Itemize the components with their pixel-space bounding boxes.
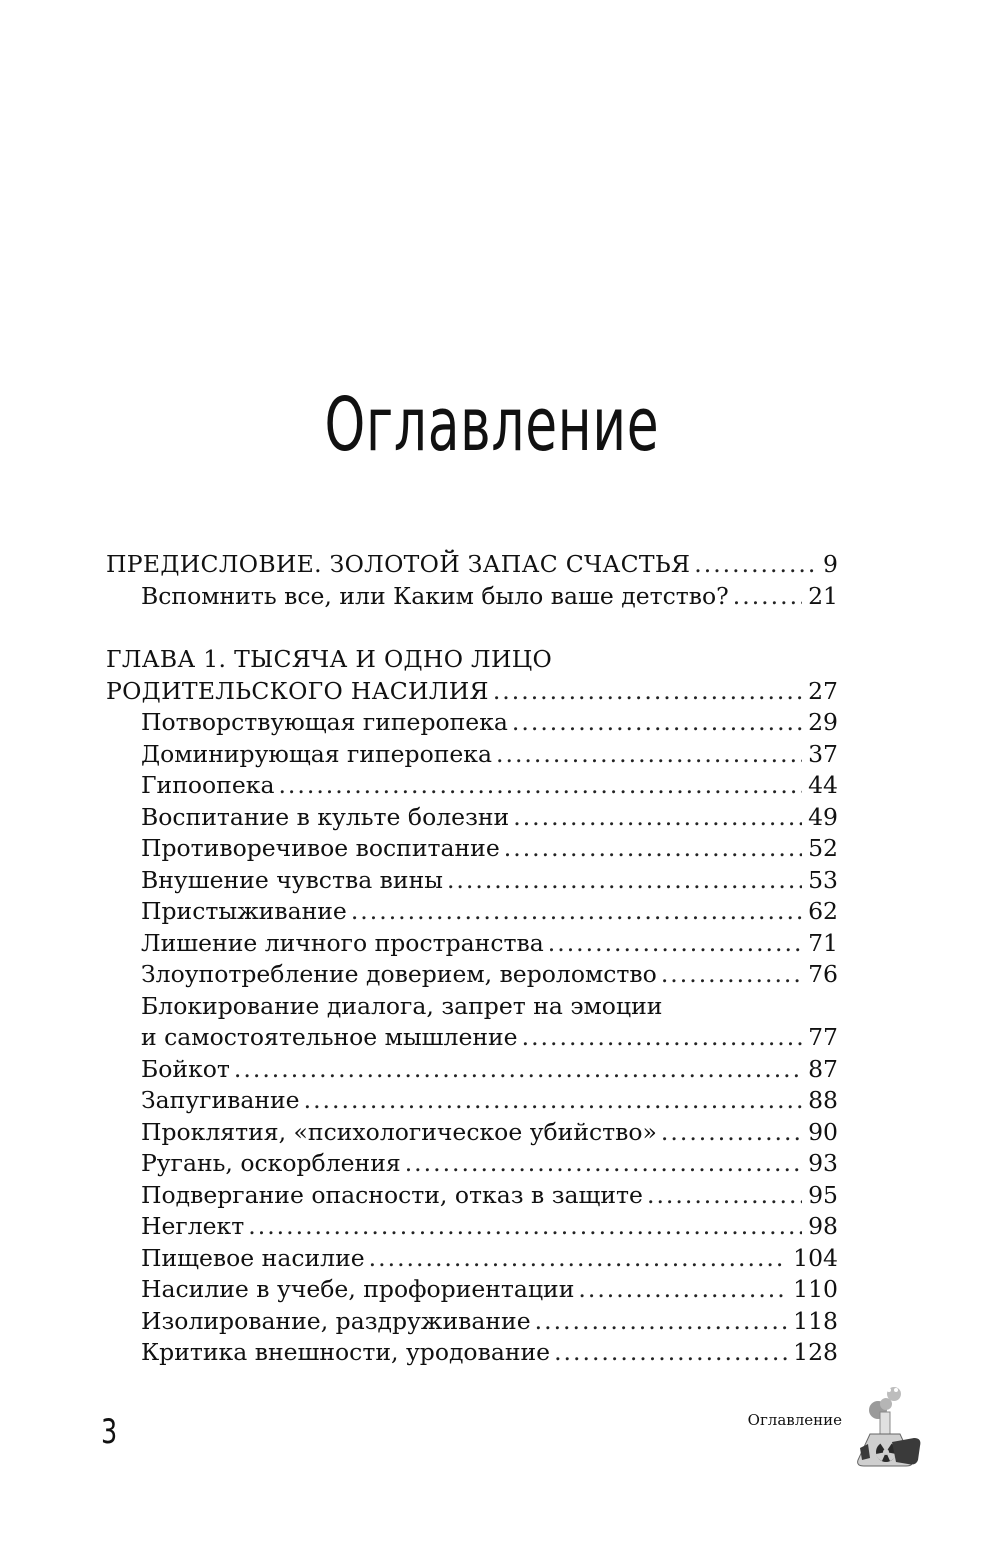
- toc-entry-page: 110: [793, 1275, 838, 1303]
- toc-entry-chapter-1[interactable]: [106, 643, 838, 675]
- page-title: Оглавление: [324, 382, 660, 468]
- toc-entry-title: Изолирование, раздруживание: [141, 1307, 531, 1335]
- toc-entry-page: 76: [808, 960, 838, 988]
- toc-entry[interactable]: [141, 801, 838, 833]
- toc-entry[interactable]: [141, 1242, 838, 1274]
- toc-entry-title: РОДИТЕЛЬСКОГО НАСИЛИЯ: [106, 677, 489, 705]
- toc-entry-page: 98: [808, 1212, 838, 1240]
- dot-leader: [234, 1053, 802, 1085]
- toc-entry[interactable]: [141, 927, 838, 959]
- dot-leader: [513, 801, 802, 833]
- toc-entry-title: Блокирование диалога, запрет на эмоции: [141, 992, 663, 1020]
- toc-entry-title: Вспомнить все, или Каким было ваше детство?: [141, 582, 729, 610]
- dot-leader: [504, 832, 802, 864]
- toc-entry-title: Гипоопека: [141, 771, 275, 799]
- toc-entry-title: Подвергание опасности, отказ в защите: [141, 1181, 643, 1209]
- toc-entry-page: 29: [808, 708, 838, 736]
- toc-entry-page: 104: [793, 1244, 838, 1272]
- toc-entry-title: Критика внешности, уродование: [141, 1338, 551, 1366]
- dot-leader: [694, 548, 817, 580]
- toc-entry[interactable]: [141, 1053, 838, 1085]
- toc-entry[interactable]: [141, 990, 838, 1022]
- toc-entry-page: 88: [808, 1086, 838, 1114]
- toc-entry-title: ГЛАВА 1. ТЫСЯЧА И ОДНО ЛИЦО: [106, 645, 553, 673]
- toc-entry[interactable]: [141, 769, 838, 801]
- dot-leader: [548, 927, 802, 959]
- dot-leader: [733, 580, 802, 612]
- dot-leader: [369, 1242, 787, 1274]
- toc-entry-title: Потворствующая гиперопека: [141, 708, 508, 736]
- toc-entry[interactable]: [141, 864, 838, 896]
- dot-leader: [493, 675, 802, 707]
- toc-entry-title: Лишение личного пространства: [141, 929, 544, 957]
- flask-in-hand-icon: [856, 1382, 922, 1468]
- toc-entry[interactable]: [141, 895, 838, 927]
- toc-entry-page: 49: [808, 803, 838, 831]
- toc-entry-title: Насилие в учебе, профориентации: [141, 1275, 575, 1303]
- running-head: Оглавление: [747, 1411, 842, 1429]
- dot-leader: [496, 738, 802, 770]
- toc-entry-title: Запугивание: [141, 1086, 300, 1114]
- toc-entry[interactable]: [141, 1084, 838, 1116]
- toc-entry-title: Противоречивое воспитание: [141, 834, 500, 862]
- toc-entry[interactable]: [141, 1021, 838, 1053]
- toc-entry-page: 95: [808, 1181, 838, 1209]
- toc-entry-title: Пристыживание: [141, 897, 347, 925]
- page-number: 3: [101, 1412, 118, 1452]
- toc-entry-title: и самостоятельное мышление: [141, 1023, 518, 1051]
- dot-leader: [278, 769, 802, 801]
- toc-entry-title: Злоупотребление доверием, вероломство: [141, 960, 657, 988]
- toc-entry-page: 77: [808, 1023, 838, 1051]
- toc-entry[interactable]: [141, 1273, 838, 1305]
- toc-entry[interactable]: [141, 958, 838, 990]
- dot-leader: [554, 1336, 787, 1368]
- toc-entry-title: Доминирующая гиперопека: [141, 740, 493, 768]
- toc-entry[interactable]: [141, 1336, 838, 1368]
- toc-entry-title: Бойкот: [141, 1055, 230, 1083]
- toc-entry-title: Внушение чувства вины: [141, 866, 443, 894]
- dot-leader: [522, 1021, 803, 1053]
- toc-entry-page: 44: [808, 771, 838, 799]
- toc-entry-page: 53: [808, 866, 838, 894]
- dot-leader: [405, 1147, 802, 1179]
- toc-entry[interactable]: [141, 580, 838, 612]
- toc-entry-chapter-1[interactable]: [106, 675, 838, 707]
- toc-entry-page: 52: [808, 834, 838, 862]
- toc-entry[interactable]: [141, 1179, 838, 1211]
- toc-entry[interactable]: [141, 738, 838, 770]
- toc-entry-page: 118: [793, 1307, 838, 1335]
- toc-entry-page: 21: [808, 582, 838, 610]
- toc-entry[interactable]: [141, 1147, 838, 1179]
- dot-leader: [447, 864, 802, 896]
- toc-entry-page: 128: [793, 1338, 838, 1366]
- toc-entry[interactable]: [141, 706, 838, 738]
- toc-entry-title: Неглект: [141, 1212, 245, 1240]
- dot-leader: [661, 958, 802, 990]
- dot-leader: [512, 706, 802, 738]
- toc-entry[interactable]: [141, 832, 838, 864]
- dot-leader: [661, 1116, 802, 1148]
- toc-entry-title: Проклятия, «психологическое убийство»: [141, 1118, 657, 1146]
- dot-leader: [248, 1210, 802, 1242]
- dot-leader: [535, 1305, 788, 1337]
- toc-entry-title: ПРЕДИСЛОВИЕ. ЗОЛОТОЙ ЗАПАС СЧАСТЬЯ: [106, 550, 691, 578]
- toc-entry-page: 62: [808, 897, 838, 925]
- toc-entry-preface[interactable]: [106, 548, 838, 580]
- dot-leader: [351, 895, 802, 927]
- toc-entry-title: Ругань, оскорбления: [141, 1149, 401, 1177]
- dot-leader: [304, 1084, 803, 1116]
- toc-entry-page: 87: [808, 1055, 838, 1083]
- toc-entry-title: Пищевое насилие: [141, 1244, 365, 1272]
- toc-entry-page: 27: [808, 677, 838, 705]
- toc-entry-page: 9: [823, 550, 838, 578]
- toc-entry-page: 90: [808, 1118, 838, 1146]
- toc-entry-page: 93: [808, 1149, 838, 1177]
- toc-entry[interactable]: [141, 1305, 838, 1337]
- dot-leader: [578, 1273, 787, 1305]
- toc-entry-page: 37: [808, 740, 838, 768]
- toc-entry[interactable]: [141, 1116, 838, 1148]
- dot-leader: [647, 1179, 802, 1211]
- toc-entry-title: Воспитание в культе болезни: [141, 803, 510, 831]
- toc-entry-page: 71: [808, 929, 838, 957]
- toc-entry[interactable]: [141, 1210, 838, 1242]
